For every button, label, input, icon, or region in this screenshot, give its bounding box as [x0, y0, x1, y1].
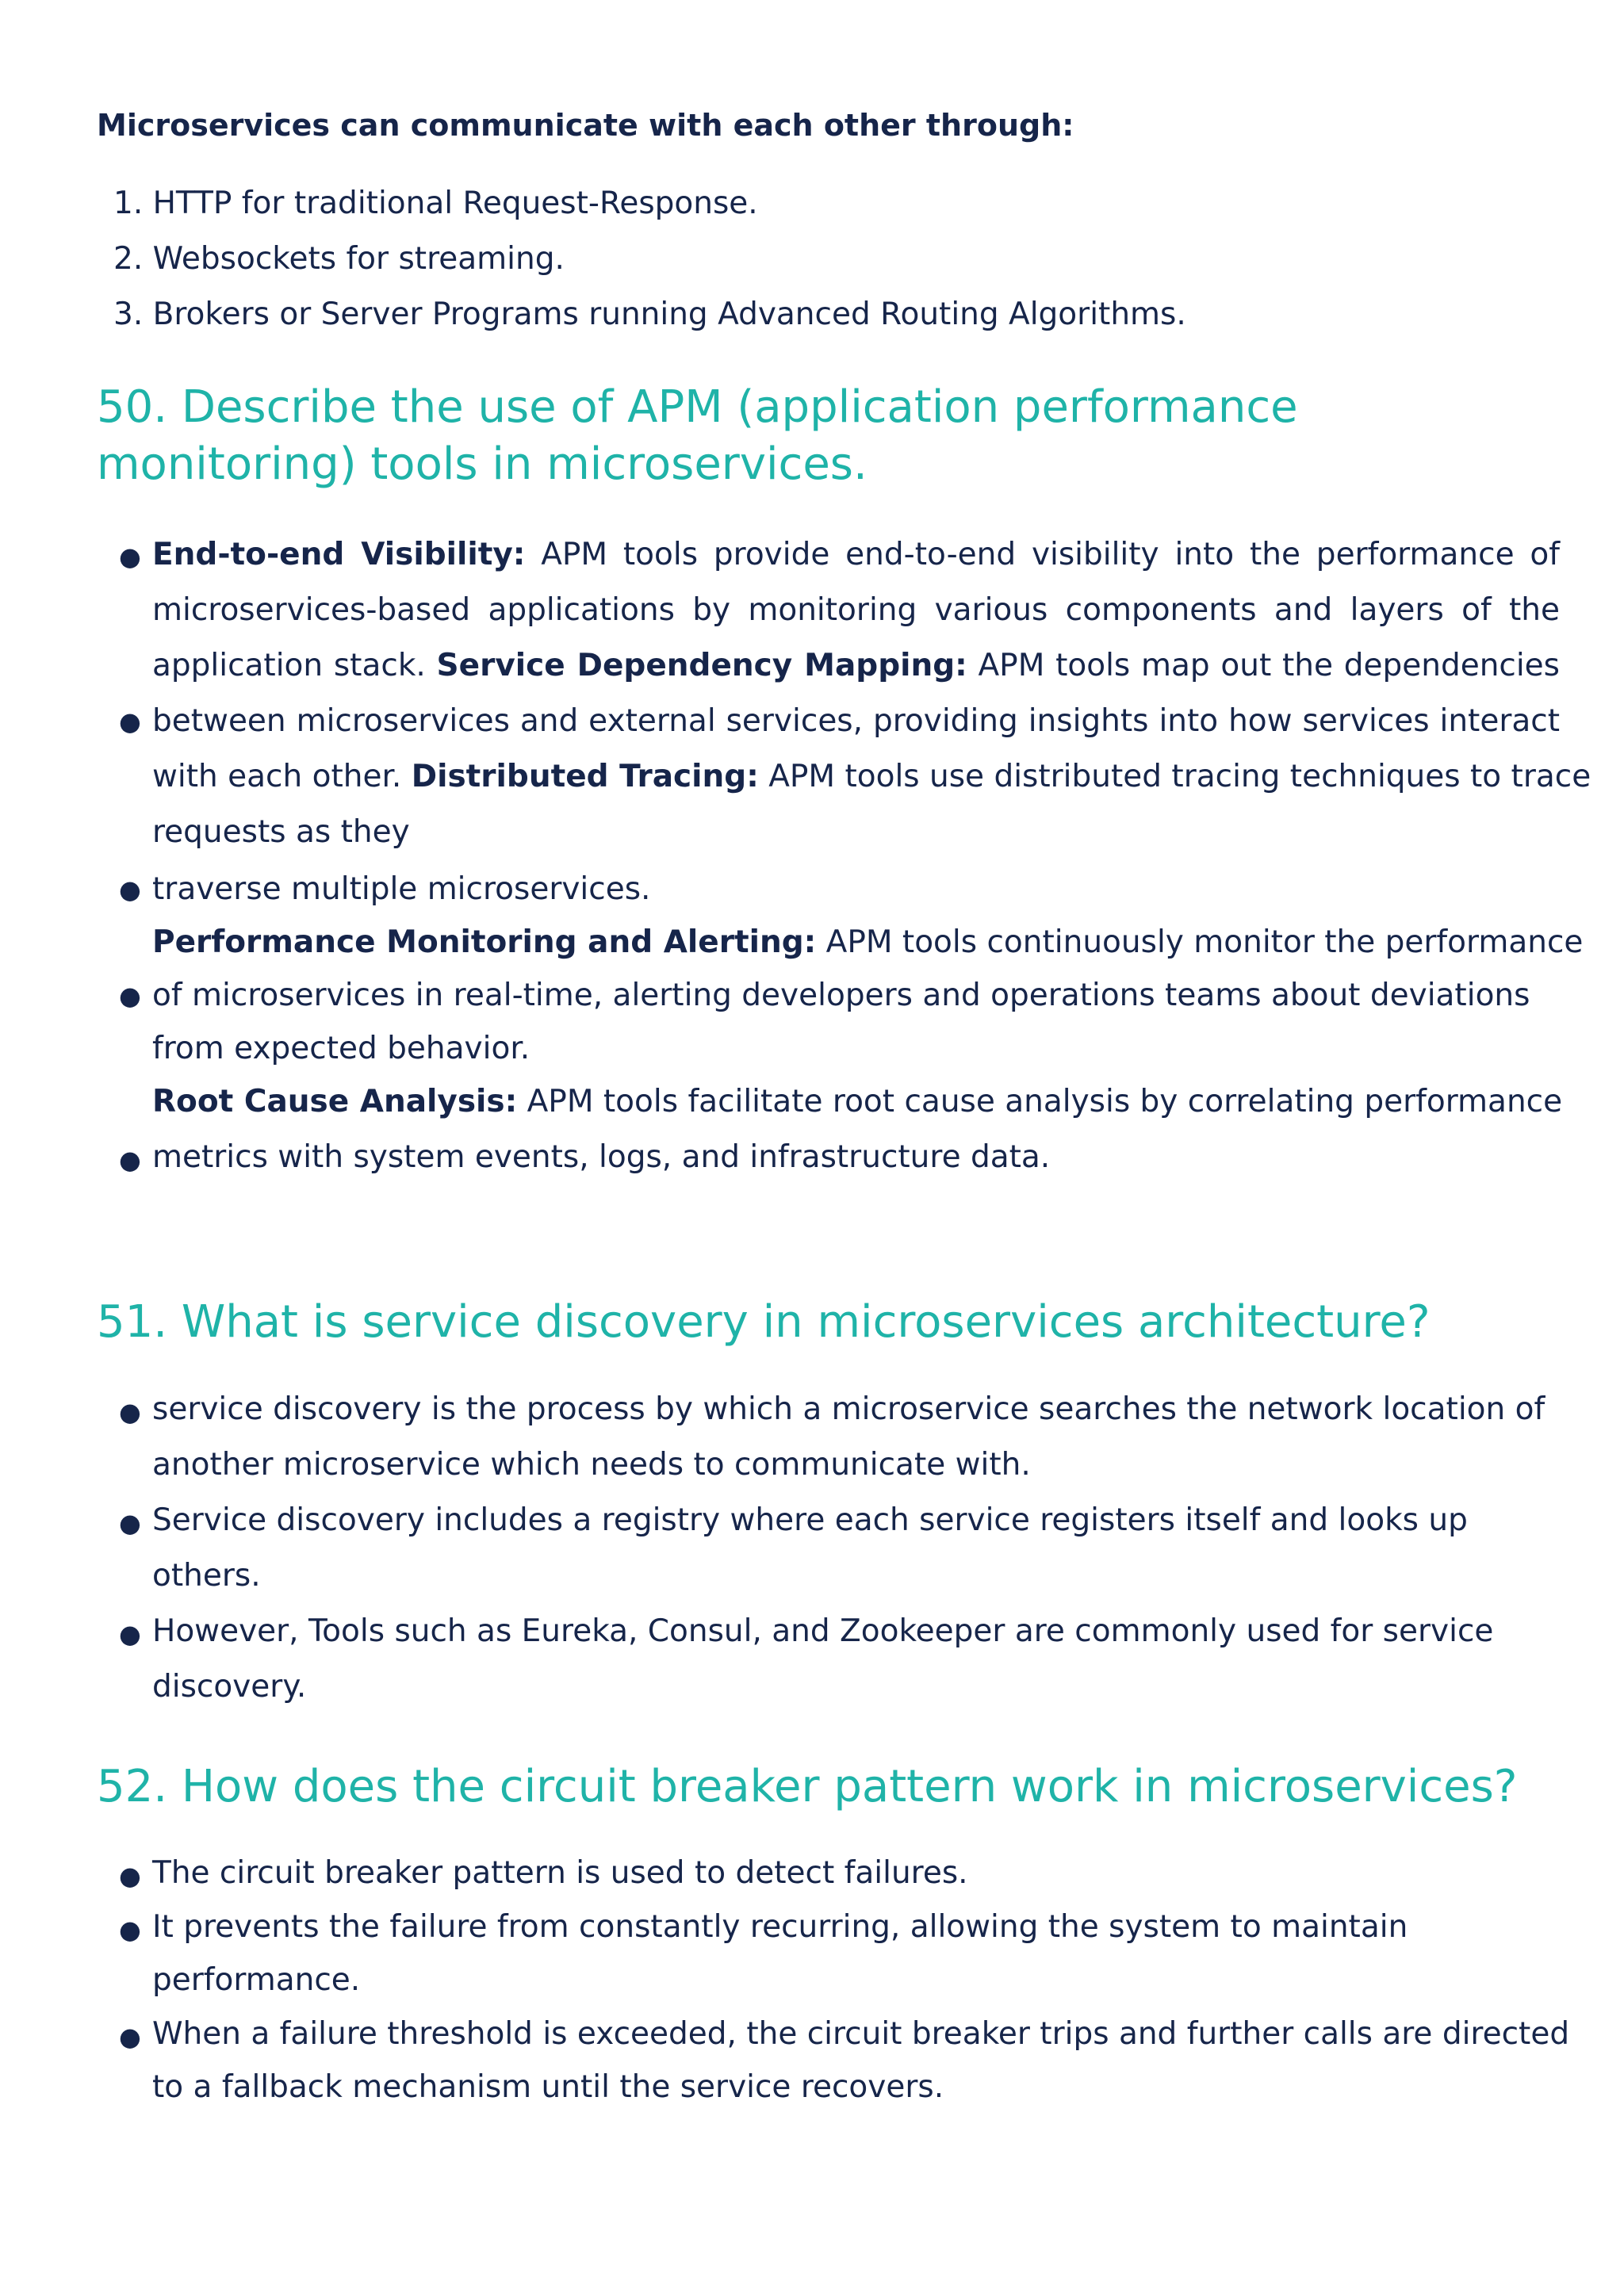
heading-q52: 52. How does the circuit breaker pattern work in microservices?	[97, 1761, 1518, 1812]
list-item: 2. Websockets for streaming.	[113, 241, 565, 277]
circuit-breaker-line: It prevents the failure from constantly recurring, allowing the system to maintain	[152, 1909, 1408, 1945]
apm-line: with each other. Distributed Tracing: APM tools use distributed tracing techniques to trace	[152, 759, 1591, 794]
heading-q51: 51. What is service discovery in microservices architecture?	[97, 1296, 1431, 1348]
bullet: ●	[119, 1508, 141, 1538]
bullet: ●	[119, 541, 141, 572]
bullet: ●	[119, 1619, 141, 1649]
service-discovery-line: others.	[152, 1558, 261, 1594]
apm-line: traverse multiple microservices.	[152, 871, 651, 907]
service-discovery-line: service discovery is the process by which a microservice searches the network location of	[152, 1391, 1545, 1427]
bullet: ●	[119, 2022, 141, 2052]
service-discovery-line: another microservice which needs to communicate with.	[152, 1447, 1031, 1483]
circuit-breaker-line: When a failure threshold is exceeded, the circuit breaker trips and further calls are directed	[152, 2016, 1570, 2052]
bullet: ●	[119, 874, 141, 905]
apm-line: microservices-based applications by monitoring various components and layers of the	[152, 592, 1560, 628]
apm-line: requests as they	[152, 814, 410, 850]
apm-line: of microservices in real-time, alerting developers and operations teams about deviations	[152, 978, 1530, 1013]
apm-line: between microservices and external services, providing insights into how services interact	[152, 703, 1560, 739]
intro-text: Microservices can communicate with each other through:	[97, 108, 1074, 143]
apm-line: Performance Monitoring and Alerting: APM tools continuously monitor the performance	[152, 924, 1584, 960]
apm-line: application stack. Service Dependency Mapping: APM tools map out the dependencies	[152, 648, 1561, 683]
service-discovery-line: discovery.	[152, 1669, 307, 1705]
bullet: ●	[119, 1145, 141, 1175]
circuit-breaker-line: performance.	[152, 1962, 361, 1998]
bullet: ●	[119, 981, 141, 1011]
circuit-breaker-line: to a fallback mechanism until the service recovers.	[152, 2069, 944, 2105]
service-discovery-line: However, Tools such as Eureka, Consul, and Zookeeper are commonly used for service	[152, 1613, 1494, 1649]
bullet: ●	[119, 1397, 141, 1427]
bullet: ●	[119, 706, 141, 737]
heading-q50: 50. Describe the use of APM (application performance monitoring) tools in microservices.	[97, 381, 1298, 490]
circuit-breaker-line: The circuit breaker pattern is used to detect failures.	[152, 1855, 968, 1891]
list-item: 3. Brokers or Server Programs running Advanced Routing Algorithms.	[113, 297, 1186, 332]
apm-line: metrics with system events, logs, and infrastructure data.	[152, 1139, 1051, 1175]
apm-line: Root Cause Analysis: APM tools facilitate root cause analysis by correlating performance	[152, 1084, 1563, 1119]
service-discovery-line: Service discovery includes a registry where each service registers itself and looks up	[152, 1502, 1468, 1538]
list-item: 1. HTTP for traditional Request-Response.	[113, 186, 758, 221]
apm-line: End-to-end Visibility: APM tools provide end-to-end visibility into the performance of	[152, 537, 1560, 572]
communication-list	[113, 176, 1186, 342]
bullet: ●	[119, 1861, 141, 1891]
apm-line: from expected behavior.	[152, 1031, 530, 1066]
bullet: ●	[119, 1915, 141, 1945]
